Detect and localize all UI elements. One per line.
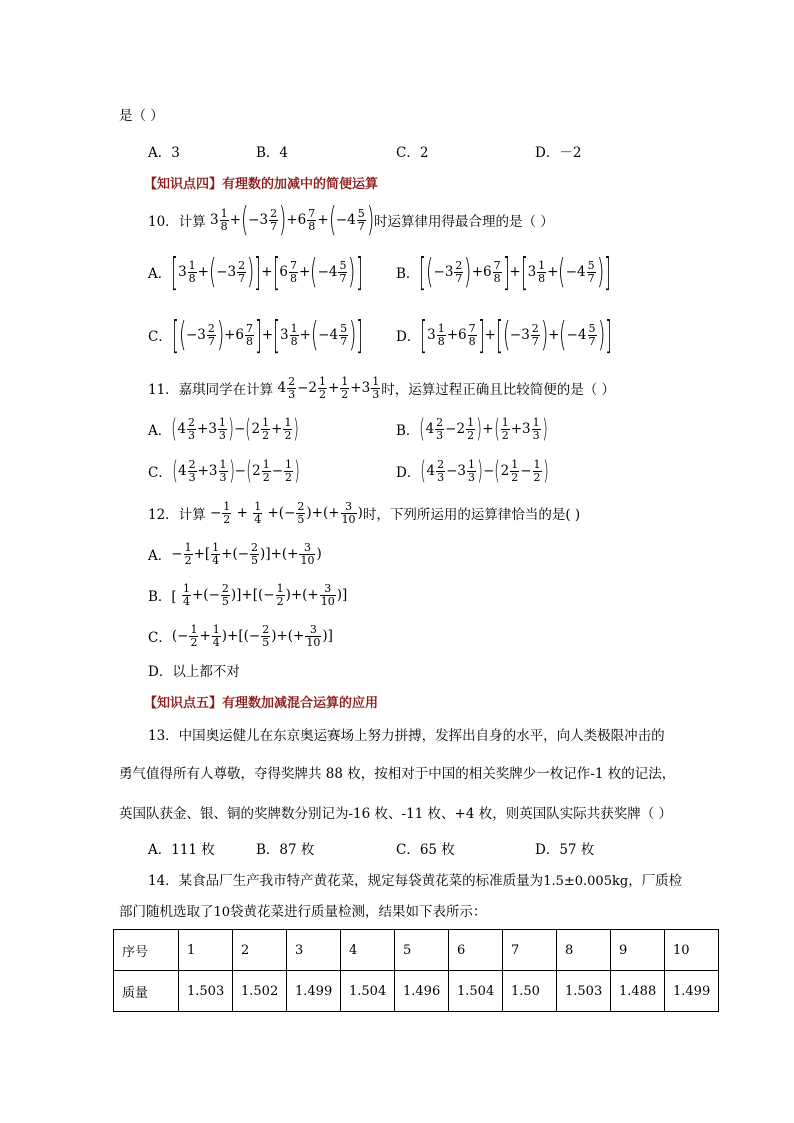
table-cell: 1 [179, 930, 233, 971]
section-heading-5: 【知识点五】有理数加减混合运算的应用 [144, 696, 379, 711]
table-cell: 1.50 [503, 971, 557, 1012]
q12-stem: 12．计算 − $\frac{1}{2}$ + $\frac{1}{4}$ +(− $\frac{2}{5}$ )+(+ $\frac{3}{10}$ ) 时，下列所运用的运算律恰当的是( ) [148, 499, 581, 526]
q14-unit: kg [611, 874, 629, 889]
q14-spec: 1.5±0.005 [543, 874, 612, 889]
table-cell: 1.499 [287, 971, 341, 1012]
table-cell: 1.502 [233, 971, 287, 1012]
q11-option-d: D． ( 4 $\frac{2}{3}$ − 3 $\frac{1}{3}$ ) − ( 2 $\frac{1}{2}$ − $\frac{1}{2}$ ) [396, 456, 549, 486]
table-cell: 5 [395, 930, 449, 971]
q10-option-d: D． [ 3 $\frac{1}{8}$ +6 $\frac{7}{8}$ ] + [ ( −3 $\frac{2}{7}$ ) + ( −4 $\frac{5}{7}$ ) ] [396, 313, 612, 357]
table-cell: 1.488 [611, 971, 665, 1012]
table-cell: 1.504 [341, 971, 395, 1012]
q9-option-c: C．2 [396, 145, 429, 161]
q12-label: 12．计算 [148, 507, 206, 523]
q10-label: 10．计算 [148, 214, 206, 230]
q10-option-b: B． [ ( −3 $\frac{2}{7}$ ) +6 $\frac{7}{8}$ ] + [ 3 $\frac{1}{8}$ + ( −4 $\frac{5}{7}$ ) ] [396, 250, 611, 294]
q12-option-a: A． − $\frac{1}{2}$ +[ $\frac{1}{4}$ +(− $\frac{2}{5}$ )]+(+ $\frac{3}{10}$ ) [148, 540, 322, 567]
q12-option-b: B．[ $\frac{1}{4}$ +(− $\frac{2}{5}$ )]+[(− $\frac{1}{2}$ )+(+ $\frac{3}{10}$ )] [148, 581, 348, 608]
table-row [114, 971, 719, 1012]
q10-option-a: A． [ 3 $\frac{1}{8}$ + ( −3 $\frac{2}{7}$ ) ] + [ 6 $\frac{7}{8}$ + ( −4 $\frac{5}{7}$ ) ] [148, 250, 363, 294]
section-heading-4: 【知识点四】有理数的加减中的简便运算 [144, 177, 379, 192]
q13-option-a: A．111 枚 [148, 842, 215, 858]
table-cell: 1.499 [665, 971, 719, 1012]
q11-option-c: C． ( 4 $\frac{2}{3}$ + 3 $\frac{1}{3}$ ) − ( 2 $\frac{1}{2}$ − $\frac{1}{2}$ ) [148, 456, 300, 486]
q12-option-d: D．以上都不对 [148, 664, 240, 680]
quality-table [113, 929, 719, 1012]
q11-tail: ，运算过程正确且比较简便的是（ ） [394, 382, 615, 398]
q13-line-3: 英国队获金、银、铜的奖牌数分别记为-16 枚、-11 枚、+4 枚，则英国队实际共获奖牌（ ） [119, 806, 673, 822]
table-cell: 2 [233, 930, 287, 971]
q11-label: 11．嘉琪同学在计算 [148, 382, 274, 398]
q13-line-1: 13．中国奥运健儿在东京奥运赛场上努力拼搏，发挥出自身的水平，向人类极限冲击的 [148, 728, 665, 744]
q9-option-a: A．3 [148, 145, 180, 161]
q12-tail: 时，下列所运用的运算律恰当的是( ) [362, 507, 581, 523]
table-cell: 9 [611, 930, 665, 971]
table-cell: 8 [557, 930, 611, 971]
q13-option-d: D．57 枚 [535, 842, 595, 858]
q13-line-2: 勇气值得所有人尊敬，夺得奖牌共 88 枚，按相对于中国的相关奖牌少一枚记作-1 枚的记法， [119, 766, 676, 782]
question-stem-end: 是（ ） [119, 108, 164, 124]
q14-line-2: 部门随机选取了10袋黄花菜进行质量检测，结果如下表所示： [119, 904, 487, 920]
table-cell: 1.503 [179, 971, 233, 1012]
table-cell: 10 [665, 930, 719, 971]
q13-option-c: C．65 枚 [396, 842, 455, 858]
q10-tail: 时运算律用得最合理的是（ ） [373, 214, 554, 230]
q11-stem: 11．嘉琪同学在计算 4 $\frac{2}{3}$ − 2 $\frac{1}{2}$ + $\frac{1}{2}$ + 3 $\frac{1}{3}$ 时 ，运算过程正确且比较简便的是（ ） [148, 374, 615, 401]
table-cell: 3 [287, 930, 341, 971]
row-label-id: 序号 [114, 930, 179, 971]
q9-option-b: B．4 [256, 145, 289, 161]
q12-option-c: C． (− $\frac{1}{2}$ + $\frac{1}{4}$ )+[(− $\frac{2}{5}$ )+(+ $\frac{3}{10}$ )] [148, 622, 333, 649]
table-cell: 6 [449, 930, 503, 971]
q14-line-1: 14．某食品厂生产我市特产黄花菜，规定每袋黄花菜的标准质量为1.5±0.005kg，厂质检 [148, 873, 683, 889]
q11-option-a: A． ( 4 $\frac{2}{3}$ + 3 $\frac{1}{3}$ ) − ( 2 $\frac{1}{2}$ + $\frac{1}{2}$ ) [148, 414, 300, 444]
table-cell: 7 [503, 930, 557, 971]
table-cell: 1.504 [449, 971, 503, 1012]
q10-option-c: C． [ ( −3 $\frac{2}{7}$ ) +6 $\frac{7}{8}$ ] + [ 3 $\frac{1}{8}$ + ( −4 $\frac{5}{7}$ ) ] [148, 313, 364, 357]
table-cell: 1.503 [557, 971, 611, 1012]
q11-option-b: B． ( 4 $\frac{2}{3}$ − 2 $\frac{1}{2}$ ) + ( $\frac{1}{2}$ + 3 $\frac{1}{3}$ ) [396, 414, 548, 444]
q13-option-b: B．87 枚 [256, 842, 315, 858]
q14-count: 10 [213, 905, 231, 920]
table-cell: 4 [341, 930, 395, 971]
q10-stem: 10．计算 3 $\frac{1}{8}$ + ( −3 $\frac{2}{7}$ ) +6 $\frac{7}{8}$ + ( −4 $\frac{5}{7}$ ) 时运算律用得最合理的是（ ） [148, 200, 554, 240]
row-label-mass: 质量 [114, 971, 179, 1012]
table-row [114, 930, 719, 971]
q9-option-d: D．－2 [535, 145, 582, 161]
table-cell: 1.496 [395, 971, 449, 1012]
